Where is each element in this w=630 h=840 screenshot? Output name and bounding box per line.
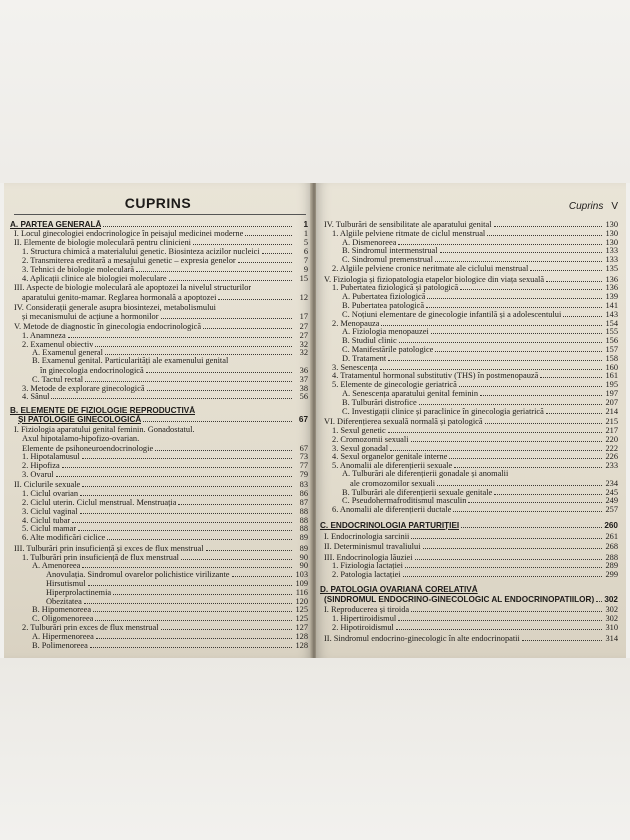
dot-leader xyxy=(82,560,292,568)
toc-entry-page: 17 xyxy=(299,312,308,322)
dot-leader xyxy=(487,228,602,236)
toc-entry-page: 135 xyxy=(605,264,618,273)
dot-leader xyxy=(82,479,292,487)
dot-leader xyxy=(141,434,292,441)
dot-leader xyxy=(197,406,292,413)
toc-entry-page: 133 xyxy=(605,255,618,265)
toc-entry-title: 5. Ciclul mamar xyxy=(22,524,77,534)
dot-leader xyxy=(56,469,292,477)
toc-entry-title: 6. Alte modificări ciclice xyxy=(22,533,106,543)
toc-entry-title: VI. Diferențierea sexuală normală și patologică xyxy=(324,417,483,427)
toc-entry-title: A. Amenoreea xyxy=(32,561,81,571)
dot-leader xyxy=(206,543,292,551)
toc-entry-title: Elemente de psihoneuroendocrinologie xyxy=(22,443,154,453)
toc-entry-page: 130 xyxy=(605,237,618,247)
toc-entry-page: 233 xyxy=(605,461,618,471)
toc-entry-page: 314 xyxy=(605,633,618,643)
dot-leader xyxy=(399,335,602,343)
toc-entry-page: 302 xyxy=(605,605,618,615)
dot-leader xyxy=(411,531,602,539)
toc-entry-page: 27 xyxy=(299,322,308,332)
toc-entry-page: 249 xyxy=(605,496,618,506)
dot-leader xyxy=(510,469,602,476)
toc-entry-title: B. Tulburări ale diferențierii sexuale genitale xyxy=(342,487,493,497)
toc-entry-title: C. Noțiuni elementare de ginecologie infantilă și a adolescentului xyxy=(342,309,562,319)
dot-leader xyxy=(419,397,602,405)
dot-leader xyxy=(396,622,602,630)
toc-entry-title: Hiperprolactinemia xyxy=(46,587,112,597)
toc-entry xyxy=(10,292,308,302)
toc-entry xyxy=(320,406,618,416)
toc-entry-title: 1. Hipertiroidismul xyxy=(332,614,397,624)
toc-entry-page: 37 xyxy=(299,374,308,384)
toc-entry xyxy=(10,228,308,238)
toc-entry-title: C. Investigații clinice și paraclinice în ginecologia geriatrică xyxy=(342,406,544,416)
toc-entry-page: 77 xyxy=(299,461,308,471)
toc-entry-title: A. PARTEA GENERALĂ xyxy=(10,220,102,229)
toc-entry-page: 157 xyxy=(605,344,618,354)
toc-entry-title: 4. Sexul organelor genitale interne xyxy=(332,452,448,462)
toc-entry xyxy=(320,504,618,514)
toc-entry-page: 83 xyxy=(299,480,308,490)
toc-entry-page: 257 xyxy=(605,505,618,515)
toc-entry-title: 4. Aplicații clinice ale biologiei moleculare xyxy=(22,273,167,283)
dot-leader xyxy=(232,569,292,577)
dot-leader xyxy=(435,344,602,352)
toc-entry-page: 32 xyxy=(299,348,308,358)
toc-entry-page: 156 xyxy=(605,336,618,346)
title-rule xyxy=(14,214,306,215)
toc-entry-title: B. Tulburări distrofice xyxy=(342,397,417,407)
toc-entry-page: 130 xyxy=(605,220,618,229)
open-book xyxy=(4,183,626,658)
toc-entry-title: B. Sindromul intermenstrual xyxy=(342,246,438,256)
toc-entry-title: Hirsutismul xyxy=(46,579,86,589)
toc-entry-title: B. Polimenoreea xyxy=(32,640,88,650)
dot-leader xyxy=(161,311,292,319)
toc-entry-page: 90 xyxy=(299,552,308,562)
toc-entry-title: B. Pubertatea patologică xyxy=(342,300,425,310)
dot-leader xyxy=(238,255,292,263)
toc-entry-title: III. Aspecte de biologie moleculară ale apoptozei la nivelul structurilor xyxy=(14,283,252,293)
toc-entry-page: 141 xyxy=(605,300,618,310)
toc-entry-title: ale cromozomilor sexuali xyxy=(350,478,436,488)
dot-leader xyxy=(146,365,292,373)
toc-entry-title: 5. Anomalii ale diferențierii sexuale xyxy=(332,461,453,471)
toc-entry-page: 120 xyxy=(295,596,308,606)
dot-leader xyxy=(435,254,602,262)
dot-leader xyxy=(494,487,602,495)
toc-entry-page: 158 xyxy=(605,353,618,363)
toc-entry-page: 214 xyxy=(605,406,618,416)
toc-entry-title: I. Endocrinologia sarcinii xyxy=(324,531,410,541)
toc-entry-page: 88 xyxy=(299,506,308,516)
dot-leader xyxy=(398,613,602,621)
toc-entry-title: 3. Senescența xyxy=(332,362,378,372)
toc-entry-page: 6 xyxy=(303,247,308,257)
toc-entry-title: V. Fiziologia și fiziopatologia etapelor biologice din viața sexuală xyxy=(324,274,545,284)
toc-entry-title: 2. Examenul obiectiv xyxy=(22,339,94,349)
toc-entry-title: în ginecologia endocrinologică xyxy=(40,366,144,376)
toc-entry-title: IV. Tulburări de sensibilitate ale aparatului genital xyxy=(324,220,492,229)
dot-leader xyxy=(426,300,602,308)
toc-entry-page: 302 xyxy=(604,594,618,604)
toc-entry-page: 154 xyxy=(605,318,618,328)
toc-entry-title: C. Pseudohermafroditismul masculin xyxy=(342,496,467,506)
dot-leader xyxy=(51,391,292,399)
page-number: V xyxy=(611,201,618,212)
toc-entry-title: 1. Structura chimică a materialului genetic. Biosinteza acizilor nucleici xyxy=(22,247,260,257)
toc-entry xyxy=(320,531,618,541)
toc-entry-title: 2. Hipofiza xyxy=(22,461,60,471)
toc-entry-page: 289 xyxy=(605,561,618,571)
toc-entry-page: 161 xyxy=(605,371,618,381)
toc-entry-title: C. Oligomenoreea xyxy=(32,614,94,624)
dot-leader xyxy=(411,604,602,612)
toc-entry-title: 2. Menopauza xyxy=(332,318,380,328)
toc-entry-page: 220 xyxy=(605,434,618,444)
toc-entry-title: 2. Hipotiroidismul xyxy=(332,623,394,633)
dot-leader xyxy=(453,504,602,512)
dot-leader xyxy=(178,497,292,505)
dot-leader xyxy=(546,406,602,414)
dot-leader xyxy=(530,263,602,271)
toc-entry-page: 67 xyxy=(299,443,308,453)
dot-leader xyxy=(143,414,292,422)
dot-leader xyxy=(72,515,292,523)
toc-entry-title: A. Tulburări ale diferențierii gonadale și anomalii xyxy=(342,468,509,478)
dot-leader xyxy=(494,219,602,227)
dot-leader xyxy=(245,228,292,236)
dot-leader xyxy=(218,292,292,300)
toc-entry-title: C. Sindromul premenstrual xyxy=(342,255,433,265)
toc-entry-page: 73 xyxy=(299,452,308,462)
toc-entry xyxy=(10,532,308,542)
dot-leader xyxy=(253,283,292,290)
toc-entry-title: 1. Sexul genetic xyxy=(332,425,386,435)
toc-entry-title: 6. Anomalii ale diferențierii ductale xyxy=(332,505,452,515)
dot-leader xyxy=(169,273,292,281)
dot-leader xyxy=(84,596,292,604)
toc-entry-title: 1. Tulburări prin insuficiență de flux menstrual xyxy=(22,552,180,562)
toc-entry xyxy=(10,414,308,424)
toc-entry-title: 3. Metode de explorare ginecologică xyxy=(22,383,145,393)
toc-entry-page: 226 xyxy=(605,452,618,462)
toc-entry-title: II. Elemente de biologie moleculară pentru clinicieni xyxy=(14,238,191,248)
dot-leader xyxy=(262,246,292,254)
toc-entry-title: II. Determinismul travaliului xyxy=(324,542,421,552)
toc-entry-title: B. Studiul clinic xyxy=(342,336,397,346)
toc-entry-page: 89 xyxy=(299,543,308,553)
toc-entry-page: 1 xyxy=(303,220,308,229)
dot-leader xyxy=(485,416,602,424)
toc-entry-title: A. Pubertatea fiziologică xyxy=(342,292,426,302)
toc-entry-page: 9 xyxy=(303,264,308,274)
toc-entry-page: 310 xyxy=(605,623,618,633)
toc-entry-page: 133 xyxy=(605,246,618,256)
dot-leader xyxy=(95,613,292,621)
dot-leader xyxy=(431,326,602,334)
dot-leader xyxy=(388,353,602,361)
toc-entry-page: 195 xyxy=(605,380,618,390)
dot-leader xyxy=(390,443,602,451)
toc-entry-title: Axul hipotalamo-hipofizo-ovarian. xyxy=(22,433,140,443)
toc-entry-title: 1. Anamneza xyxy=(22,330,66,340)
toc-entry-page: 116 xyxy=(295,587,308,597)
toc-entry-page: 299 xyxy=(605,570,618,580)
toc-entry-title: 2. Transmiterea ereditară a mesajului genetic – expresia genelor xyxy=(22,256,236,266)
toc-entry-title: V. Metode de diagnostic în ginecologia endocrinologică xyxy=(14,322,202,332)
dot-leader xyxy=(380,362,602,370)
toc-entry-title: D. Tratament xyxy=(342,353,387,363)
toc-entry-title: I. Locul ginecologiei endocrinologice în peisajul medicinei moderne xyxy=(14,228,244,238)
toc-entry-title: 4. Ciclul tubar xyxy=(22,515,71,525)
toc-entry xyxy=(10,311,308,321)
dot-leader xyxy=(95,339,292,347)
toc-entry-page: 222 xyxy=(605,443,618,453)
toc-entry-page: 7 xyxy=(303,256,308,266)
toc-entry xyxy=(10,469,308,479)
dot-leader xyxy=(398,237,602,245)
toc-entry-title: Anovulația. Sindromul ovarelor polichistice virilizante xyxy=(46,570,230,580)
page-title: CUPRINS xyxy=(124,195,192,211)
dot-leader xyxy=(423,541,602,549)
toc-entry-title: 3. Sexul gonadal xyxy=(332,443,389,453)
toc-entry-title: 1. Hipotalamusul xyxy=(22,452,80,462)
toc-entry-title: 1. Ciclul ovarian xyxy=(22,489,79,499)
toc-entry-page: 288 xyxy=(605,552,618,562)
toc-entry-title: aparatului genito-mamar. Reglarea hormonală a apoptozei xyxy=(22,293,217,303)
running-head-title: Cuprins xyxy=(568,201,604,212)
toc-entry-title: III. Tulburări prin insuficiență și exces de flux menstrual xyxy=(14,543,204,553)
toc-entry-page: 1 xyxy=(303,228,308,238)
toc-entry-page: 5 xyxy=(303,238,308,248)
toc-entry-title: 5. Elemente de ginecologie geriatrică xyxy=(332,380,457,390)
dot-leader xyxy=(193,237,292,245)
dot-leader xyxy=(103,219,292,227)
photo-background-top xyxy=(0,0,630,183)
toc-entry-title: Obezitatea xyxy=(46,596,82,606)
dot-leader xyxy=(480,388,602,396)
dot-leader xyxy=(230,356,292,363)
toc-entry-title: I. Fiziologia aparatului genital feminin. Gonadostatul. xyxy=(14,424,195,434)
toc-entry-title: A. Senescența aparatului genital feminin xyxy=(342,388,479,398)
dot-leader xyxy=(427,291,602,299)
dot-leader xyxy=(181,552,292,560)
toc-entry-page: 302 xyxy=(605,614,618,624)
dot-leader xyxy=(155,443,292,451)
toc-entry-page: 36 xyxy=(299,366,308,376)
toc-entry-title: II. Sindromul endocrino-ginecologic în alte endocrinopatii xyxy=(324,633,520,643)
toc-entry-title: III. Endocrinologia lăuziei xyxy=(324,552,413,562)
dot-leader xyxy=(203,321,292,329)
dot-leader xyxy=(403,569,602,577)
toc-entry-page: 143 xyxy=(605,309,618,319)
toc-entry-page: 15 xyxy=(299,273,308,283)
dot-leader xyxy=(546,274,602,282)
toc-entry-title: 3. Tehnici de biologie moleculară xyxy=(22,264,135,274)
toc-entry xyxy=(320,594,618,604)
dot-leader xyxy=(136,264,292,272)
dot-leader xyxy=(480,585,602,592)
toc-entry-page: 260 xyxy=(604,520,618,530)
toc-entry-title: ȘI PATOLOGIE GINECOLOGICĂ xyxy=(18,415,142,425)
dot-leader xyxy=(449,451,602,459)
toc-entry-page: 125 xyxy=(295,605,308,615)
toc-entry-page: 197 xyxy=(605,388,618,398)
dot-leader xyxy=(62,460,292,468)
toc-entry-page: 217 xyxy=(605,425,618,435)
toc-entry xyxy=(320,541,618,551)
toc-entry xyxy=(320,622,618,632)
photo-background-bottom xyxy=(0,658,630,840)
dot-leader xyxy=(105,347,292,355)
toc-entry-title: IV. Considerații generale asupra biosintezei, metabolismului xyxy=(14,302,216,312)
toc-entry-page: 90 xyxy=(299,561,308,571)
toc-entry-page: 127 xyxy=(295,623,308,633)
toc-entry-page: 136 xyxy=(605,274,618,284)
dot-leader xyxy=(96,631,292,639)
dot-leader xyxy=(107,532,292,540)
toc-entry-page: 56 xyxy=(299,392,308,402)
dot-leader xyxy=(468,495,602,503)
dot-leader xyxy=(80,488,292,496)
dot-leader xyxy=(459,379,602,387)
toc-entry-title: D. PATOLOGIA OVARIANĂ CORELATIVĂ xyxy=(320,585,478,595)
toc-entry-title: A. Fiziologia menopauzei xyxy=(342,327,429,337)
toc-entry-title: I. Reproducerea și tiroida xyxy=(324,605,410,615)
toc-entry-title: 2. Ciclul uterin. Ciclul menstrual. Menstruația xyxy=(22,498,177,508)
toc-entry-title: 2. Algiile pelviene cronice neritmate ale ciclului menstrual xyxy=(332,264,529,273)
dot-leader xyxy=(388,425,602,433)
toc-entry-title: (SINDROMUL ENDOCRINO-GINECOLOGIC AL ENDOCRINOPATIILOR) xyxy=(324,594,594,604)
toc-entry-page: 88 xyxy=(299,515,308,525)
toc-entry-title: 2. Cromozomii sexuali xyxy=(332,434,409,444)
toc-entry xyxy=(320,569,618,579)
toc-entry-title: A. Hipermenoreea xyxy=(32,631,94,641)
dot-leader xyxy=(93,604,292,612)
dot-leader xyxy=(82,451,292,459)
toc-entry xyxy=(10,391,308,401)
toc-entry-title: C. Manifestările patologice xyxy=(342,344,434,354)
toc-entry-page: 32 xyxy=(299,339,308,349)
toc-entry-page: 139 xyxy=(605,292,618,302)
dot-leader xyxy=(68,330,292,338)
toc-entry-page: 88 xyxy=(299,524,308,534)
toc-entry-page: 245 xyxy=(605,487,618,497)
dot-leader xyxy=(161,622,292,630)
toc-entry-title: A. Examenul general xyxy=(32,348,103,358)
toc-entry-title: C. Tactul rectal xyxy=(32,374,84,384)
toc-entry-page: 38 xyxy=(299,383,308,393)
dot-leader xyxy=(196,425,292,432)
toc-entry-page: 160 xyxy=(605,362,618,372)
dot-leader xyxy=(411,434,602,442)
dot-leader xyxy=(88,578,292,586)
toc-entry-title: 3. Ovarul xyxy=(22,469,54,479)
toc-entry-page: 136 xyxy=(605,283,618,293)
toc-entry xyxy=(320,633,618,643)
dot-leader xyxy=(522,633,602,641)
dot-leader xyxy=(563,309,602,317)
dot-leader xyxy=(147,383,292,391)
toc-entry-title: 1. Pubertatea fiziologică și patologică xyxy=(332,283,459,293)
toc-entry-page: 79 xyxy=(299,469,308,479)
toc-entry-title: B. ELEMENTE DE FIZIOLOGIE REPRODUCTIVĂ xyxy=(10,405,196,415)
dot-leader xyxy=(218,303,292,310)
dot-leader xyxy=(113,587,292,595)
toc-entry xyxy=(10,640,308,650)
toc-entry-page: 128 xyxy=(295,640,308,650)
toc-entry-title: și mecanismului de acțiune a hormonilor xyxy=(22,312,159,322)
dot-leader xyxy=(454,460,602,468)
running-head xyxy=(569,201,618,212)
toc-entry-page: 87 xyxy=(299,498,308,508)
toc-entry-title: 2. Patologia lactației xyxy=(332,570,401,580)
toc-entry-title: 4. Sânul xyxy=(22,392,50,402)
dot-leader xyxy=(540,370,602,378)
toc-entry-page: 215 xyxy=(605,417,618,427)
dot-leader xyxy=(437,478,602,486)
left-page xyxy=(4,183,312,658)
toc-entry-page: 234 xyxy=(605,478,618,488)
dot-leader xyxy=(78,523,292,531)
toc-entry xyxy=(10,273,308,283)
toc-entry-page: 86 xyxy=(299,489,308,499)
toc-entry-title: 4. Tratamentul hormonal substitutiv (THS) în postmenopauză xyxy=(332,371,539,381)
dot-leader xyxy=(596,594,602,602)
toc-entry xyxy=(320,520,618,530)
toc-entry-page: 261 xyxy=(605,531,618,541)
toc-entry-page: 155 xyxy=(605,327,618,337)
toc-entry-title: 2. Tulburări prin exces de flux menstrual xyxy=(22,623,159,633)
dot-leader xyxy=(381,318,602,326)
right-page xyxy=(316,183,626,658)
toc-entry-title: 3. Ciclul vaginal xyxy=(22,506,78,516)
toc-entry-page: 130 xyxy=(605,228,618,238)
toc-entry-page: 89 xyxy=(299,533,308,543)
toc-entry-title: 1. Fiziologia lactației xyxy=(332,561,403,571)
toc-entry-title: B. Examenul genital. Particularități ale examenului genital xyxy=(32,356,229,366)
dot-leader xyxy=(405,560,602,568)
toc-entry-page: 128 xyxy=(295,631,308,641)
dot-leader xyxy=(90,640,292,648)
toc-entry-page: 12 xyxy=(299,293,308,303)
toc-entry-title: 1. Algiile pelviene ritmate de ciclul menstrual xyxy=(332,228,486,238)
toc-entry-page: 268 xyxy=(605,542,618,552)
dot-leader xyxy=(461,520,602,528)
dot-leader xyxy=(415,552,602,560)
dot-leader xyxy=(85,374,292,382)
toc-entry-title: A. Dismenoreea xyxy=(342,237,397,247)
toc-entry-page: 207 xyxy=(605,397,618,407)
toc-entry-title: C. ENDOCRINOLOGIA PARTURIȚIEI xyxy=(320,520,460,530)
dot-leader xyxy=(440,245,602,253)
toc-entry-page: 109 xyxy=(295,579,308,589)
toc-entry-page: 103 xyxy=(295,570,308,580)
toc-entry-title: II. Ciclurile sexuale xyxy=(14,480,81,490)
dot-leader xyxy=(80,506,292,514)
toc-entry-page: 125 xyxy=(295,614,308,624)
toc-entry-title: B. Hipomenoreea xyxy=(32,605,92,615)
toc-entry xyxy=(320,263,618,273)
toc-entry-page: 27 xyxy=(299,330,308,340)
dot-leader xyxy=(460,282,602,290)
toc-entry-page: 67 xyxy=(298,415,308,425)
